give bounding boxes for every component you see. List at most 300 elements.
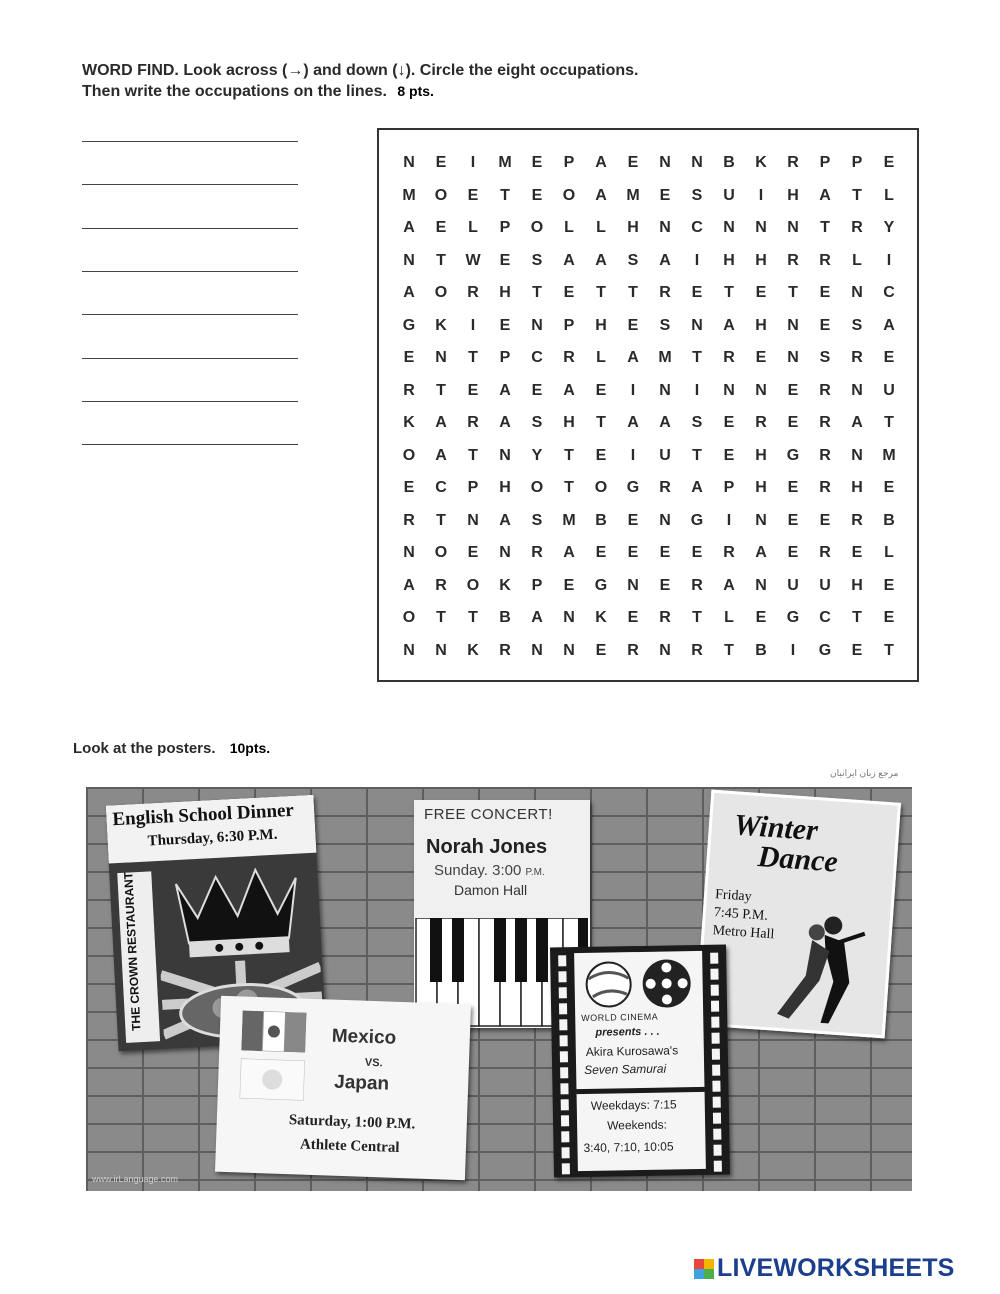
grid-letter[interactable]: E (819, 511, 831, 529)
grid-letter[interactable]: O (434, 186, 448, 204)
grid-letter[interactable]: E (467, 544, 479, 561)
grid-letter[interactable]: C (531, 349, 543, 366)
grid-letter[interactable]: A (819, 186, 831, 204)
grid-letter[interactable]: T (436, 609, 446, 626)
grid-letter[interactable]: R (403, 381, 415, 399)
film-sprocket (712, 1065, 720, 1076)
grid-letter[interactable]: K (403, 414, 415, 431)
grid-letter[interactable]: M (562, 511, 576, 529)
grid-letter[interactable]: A (435, 446, 447, 464)
grid-letter[interactable]: E (851, 544, 863, 561)
grid-letter[interactable]: N (851, 284, 863, 301)
film-sprocket (713, 1097, 721, 1108)
grid-letter[interactable]: E (595, 544, 607, 561)
film-sprocket (558, 955, 566, 966)
grid-letter[interactable]: R (627, 641, 639, 659)
grid-letter[interactable]: R (819, 251, 831, 269)
grid-letter[interactable]: H (755, 251, 767, 269)
film-sprocket (560, 1083, 568, 1094)
grid-letter[interactable]: L (596, 349, 606, 366)
grid-letter[interactable]: N (467, 511, 479, 529)
grid-letter[interactable]: R (819, 544, 831, 561)
grid-letter[interactable]: G (690, 511, 704, 529)
grid-letter[interactable]: Y (531, 446, 543, 464)
grid-letter[interactable]: N (723, 219, 735, 236)
grid-letter[interactable]: E (595, 446, 607, 464)
grid-letter[interactable]: E (787, 479, 799, 496)
grid-letter[interactable]: E (851, 641, 863, 659)
grid-letter[interactable]: I (630, 446, 636, 464)
grid-letter[interactable]: I (694, 381, 700, 399)
grid-letter[interactable]: O (466, 576, 480, 594)
grid-letter[interactable]: R (787, 251, 799, 269)
grid-letter[interactable]: A (691, 479, 703, 496)
grid-letter[interactable]: R (403, 511, 415, 529)
grid-letter[interactable]: E (691, 284, 703, 301)
grid-letter[interactable]: C (883, 284, 895, 301)
answer-line[interactable] (82, 444, 298, 445)
grid-letter[interactable]: I (694, 251, 700, 269)
grid-letter[interactable]: T (468, 446, 478, 464)
grid-letter[interactable]: R (659, 479, 671, 496)
grid-letter[interactable]: N (435, 349, 447, 366)
grid-letter[interactable]: E (755, 349, 767, 366)
source-note: مرجع زبان ایرانیان (830, 768, 899, 778)
grid-letter[interactable]: U (883, 381, 895, 399)
grid-letter[interactable]: E (499, 251, 511, 269)
grid-letter[interactable]: G (818, 641, 832, 659)
grid-letter[interactable]: N (531, 316, 543, 334)
grid-letter[interactable]: N (435, 641, 447, 659)
grid-letter[interactable]: C (435, 479, 447, 496)
posters-instructions (73, 740, 270, 757)
grid-letter[interactable]: L (596, 219, 606, 236)
grid-letter[interactable]: S (659, 316, 671, 334)
grid-letter[interactable]: N (851, 381, 863, 399)
grid-letter[interactable]: T (436, 251, 446, 269)
grid-letter[interactable]: G (402, 316, 416, 334)
grid-letter[interactable]: T (564, 479, 574, 496)
grid-letter[interactable]: B (595, 511, 607, 529)
grid-letter[interactable]: E (435, 219, 447, 236)
grid-letter[interactable]: T (884, 414, 894, 431)
grid-letter[interactable]: N (659, 219, 671, 236)
grid-letter[interactable]: K (435, 316, 447, 334)
grid-letter[interactable]: T (884, 641, 894, 659)
grid-letter[interactable]: L (724, 609, 734, 626)
grid-letter[interactable]: I (470, 154, 476, 171)
logo-square-2 (704, 1259, 714, 1269)
grid-letter[interactable]: R (851, 511, 863, 529)
grid-letter[interactable]: T (820, 219, 830, 236)
match-place: Athlete Central (299, 1136, 400, 1157)
grid-letter[interactable]: S (531, 511, 543, 529)
grid-letter[interactable]: I (630, 381, 636, 399)
grid-letter[interactable]: E (819, 316, 831, 334)
grid-letter[interactable]: E (499, 316, 511, 334)
grid-letter[interactable]: A (499, 511, 511, 529)
grid-letter[interactable]: T (852, 609, 862, 626)
grid-letter[interactable]: T (596, 414, 606, 431)
grid-letter[interactable]: N (691, 154, 703, 171)
grid-letter[interactable]: H (595, 316, 607, 334)
grid-letter[interactable]: E (403, 479, 415, 496)
grid-letter[interactable]: R (819, 414, 831, 431)
film-sprocket (561, 1131, 569, 1142)
grid-letter[interactable]: H (723, 251, 735, 269)
grid-letter[interactable]: H (755, 316, 767, 334)
grid-letter[interactable]: E (531, 186, 543, 204)
concert-artist: Norah Jones (426, 836, 548, 858)
grid-letter[interactable]: T (468, 349, 478, 366)
film-sprocket (561, 1115, 569, 1126)
grid-letter[interactable]: N (563, 609, 575, 626)
answer-line[interactable] (82, 314, 298, 315)
grid-letter[interactable]: R (691, 576, 703, 594)
grid-letter[interactable]: R (851, 219, 863, 236)
grid-letter[interactable]: O (530, 219, 544, 236)
grid-letter[interactable]: T (436, 381, 446, 399)
grid-letter[interactable]: A (627, 349, 639, 366)
grid-letter[interactable]: A (595, 186, 607, 204)
grid-letter[interactable]: A (595, 251, 607, 269)
grid-letter[interactable]: N (499, 544, 511, 561)
grid-letter[interactable]: N (403, 154, 415, 171)
grid-letter[interactable]: A (659, 251, 671, 269)
answer-line[interactable] (82, 358, 298, 359)
grid-letter[interactable]: S (851, 316, 863, 334)
grid-letter[interactable]: G (786, 446, 800, 464)
grid-letter[interactable]: T (788, 284, 798, 301)
film-sprocket (561, 1147, 569, 1158)
grid-letter[interactable]: E (787, 381, 799, 399)
grid-letter[interactable]: R (723, 349, 735, 366)
grid-letter[interactable]: Y (883, 219, 895, 236)
grid-letter[interactable]: M (626, 186, 640, 204)
grid-letter[interactable]: A (403, 284, 415, 301)
grid-letter[interactable]: U (819, 576, 831, 594)
film-sprocket (712, 1049, 720, 1060)
film-sprocket (710, 953, 718, 964)
grid-letter[interactable]: G (626, 479, 640, 496)
grid-letter[interactable]: R (659, 609, 671, 626)
grid-letter[interactable]: E (883, 609, 895, 626)
grid-letter[interactable]: R (851, 349, 863, 366)
grid-letter[interactable]: U (723, 186, 735, 204)
cinema-film: Seven Samurai (584, 1061, 667, 1077)
grid-letter[interactable]: A (723, 576, 735, 594)
grid-letter[interactable]: L (468, 219, 478, 236)
grid-letter[interactable]: A (435, 414, 447, 431)
film-sprocket (713, 1145, 721, 1156)
grid-letter[interactable]: B (883, 511, 895, 529)
grid-letter[interactable]: N (691, 316, 703, 334)
grid-letter[interactable]: N (755, 219, 767, 236)
grid-letter[interactable]: A (403, 219, 415, 236)
grid-letter[interactable]: E (883, 154, 895, 171)
grid-letter[interactable]: R (531, 544, 543, 561)
grid-letter[interactable]: A (403, 576, 415, 594)
grid-letter[interactable]: R (467, 284, 479, 301)
grid-letter[interactable]: M (498, 154, 512, 171)
grid-letter[interactable]: P (467, 479, 479, 496)
film-sprocket (559, 1019, 567, 1030)
grid-letter[interactable]: E (659, 576, 671, 594)
grid-letter[interactable]: N (563, 641, 575, 659)
grid-letter[interactable]: E (883, 576, 895, 594)
grid-letter[interactable]: E (595, 641, 607, 659)
grid-letter[interactable]: N (403, 641, 415, 659)
grid-letter[interactable]: L (884, 544, 894, 561)
grid-letter[interactable]: O (594, 479, 608, 496)
grid-letter[interactable]: T (436, 511, 446, 529)
grid-letter[interactable]: T (852, 186, 862, 204)
grid-letter[interactable]: S (691, 186, 703, 204)
grid-letter[interactable]: B (723, 154, 735, 171)
grid-letter[interactable]: E (787, 544, 799, 561)
grid-letter[interactable]: E (627, 316, 639, 334)
grid-letter[interactable]: G (594, 576, 608, 594)
film-sprocket (559, 1003, 567, 1014)
film-sprocket (712, 1081, 720, 1092)
grid-letter[interactable]: N (787, 349, 799, 366)
grid-letter[interactable]: E (627, 544, 639, 561)
grid-letter[interactable]: B (499, 609, 511, 626)
grid-letter[interactable]: R (691, 641, 703, 659)
grid-letter[interactable]: R (819, 479, 831, 496)
grid-letter[interactable]: N (659, 511, 671, 529)
grid-letter[interactable]: E (627, 609, 639, 626)
grid-letter[interactable]: S (627, 251, 639, 269)
grid-letter[interactable]: P (499, 219, 511, 236)
grid-letter[interactable]: R (499, 641, 511, 659)
grid-letter[interactable]: N (755, 576, 767, 594)
grid-letter[interactable]: E (755, 609, 767, 626)
grid-letter[interactable]: M (402, 186, 416, 204)
grid-letter[interactable]: P (499, 349, 511, 366)
grid-letter[interactable]: T (500, 186, 510, 204)
dinner-time: Thursday, 6:30 P.M. (147, 826, 278, 850)
grid-letter[interactable]: N (403, 251, 415, 269)
grid-letter[interactable]: A (499, 414, 511, 431)
grid-letter[interactable]: N (787, 316, 799, 334)
grid-letter[interactable]: M (658, 349, 672, 366)
grid-letter[interactable]: E (723, 414, 735, 431)
grid-letter[interactable]: T (692, 609, 702, 626)
grid-letter[interactable]: U (659, 446, 671, 464)
film-sprocket (560, 1051, 568, 1062)
grid-letter[interactable]: N (723, 381, 735, 399)
grid-letter[interactable]: E (595, 381, 607, 399)
grid-letter[interactable]: N (659, 154, 671, 171)
grid-letter[interactable]: O (434, 284, 448, 301)
grid-letter[interactable]: B (755, 641, 767, 659)
grid-letter[interactable]: K (595, 609, 607, 626)
grid-letter[interactable]: E (531, 381, 543, 399)
grid-letter[interactable]: R (819, 381, 831, 399)
grid-letter[interactable]: E (627, 154, 639, 171)
grid-letter[interactable]: W (465, 251, 481, 269)
grid-letter[interactable]: L (564, 219, 574, 236)
grid-letter[interactable]: N (659, 641, 671, 659)
grid-letter[interactable]: H (755, 479, 767, 496)
grid-letter[interactable]: O (402, 609, 416, 626)
grid-letter[interactable]: N (659, 381, 671, 399)
grid-letter[interactable]: E (531, 154, 543, 171)
concert-day-time (434, 862, 545, 879)
grid-letter[interactable]: N (851, 446, 863, 464)
grid-letter[interactable]: R (723, 544, 735, 561)
grid-letter[interactable]: T (468, 609, 478, 626)
grid-letter[interactable]: C (819, 609, 831, 626)
grid-letter[interactable]: I (726, 511, 732, 529)
grid-letter[interactable]: E (403, 349, 415, 366)
grid-letter[interactable]: P (851, 154, 863, 171)
grid-letter[interactable]: T (724, 284, 734, 301)
grid-letter[interactable]: C (691, 219, 703, 236)
grid-letter[interactable]: T (596, 284, 606, 301)
grid-letter[interactable]: T (564, 446, 574, 464)
grid-letter[interactable]: I (470, 316, 476, 334)
dancers-icon (768, 907, 886, 1029)
cinema-content (574, 951, 706, 1171)
grid-letter[interactable]: T (532, 284, 542, 301)
concert-header: FREE CONCERT! (424, 806, 553, 823)
grid-letter[interactable]: A (755, 544, 767, 561)
grid-letter[interactable]: R (563, 349, 575, 366)
grid-letter[interactable]: T (692, 446, 702, 464)
grid-letter[interactable]: E (691, 544, 703, 561)
grid-letter[interactable]: O (434, 544, 448, 561)
grid-letter[interactable]: H (563, 414, 575, 431)
grid-letter[interactable]: A (883, 316, 895, 334)
grid-letter[interactable]: R (435, 576, 447, 594)
grid-letter[interactable]: N (403, 544, 415, 561)
grid-letter[interactable]: H (755, 446, 767, 464)
cinema-weekdays: Weekdays: 7:15 (590, 1097, 677, 1113)
grid-letter[interactable]: A (627, 414, 639, 431)
grid-letter[interactable]: R (659, 284, 671, 301)
grid-letter[interactable]: A (659, 414, 671, 431)
dinner-title: English School Dinner (111, 799, 295, 831)
liveworksheets-logo (694, 1254, 955, 1283)
cinema-weekends-times: 3:40, 7:10, 10:05 (583, 1139, 674, 1155)
grid-letter[interactable]: M (882, 446, 896, 464)
grid-letter[interactable]: L (852, 251, 862, 269)
grid-letter[interactable]: I (758, 186, 764, 204)
grid-letter[interactable]: T (724, 641, 734, 659)
grid-letter[interactable]: P (563, 154, 575, 171)
grid-letter[interactable]: R (755, 414, 767, 431)
grid-letter[interactable]: H (787, 186, 799, 204)
grid-letter[interactable]: O (562, 186, 576, 204)
grid-letter[interactable]: A (595, 154, 607, 171)
grid-letter[interactable]: R (819, 446, 831, 464)
grid-letter[interactable]: P (531, 576, 543, 594)
grid-letter[interactable]: E (435, 154, 447, 171)
answer-line[interactable] (82, 141, 298, 142)
grid-letter[interactable]: H (627, 219, 639, 236)
grid-letter[interactable]: P (819, 154, 831, 171)
grid-letter[interactable]: N (755, 381, 767, 399)
grid-letter[interactable]: E (883, 349, 895, 366)
grid-letter[interactable]: L (884, 186, 894, 204)
grid-letter[interactable]: G (786, 609, 800, 626)
grid-letter[interactable]: S (531, 414, 543, 431)
grid-letter[interactable]: E (467, 381, 479, 399)
grid-letter[interactable]: R (787, 154, 799, 171)
grid-letter[interactable]: H (499, 284, 511, 301)
grid-letter[interactable]: E (563, 576, 575, 594)
grid-letter[interactable]: A (851, 414, 863, 431)
grid-letter[interactable]: A (723, 316, 735, 334)
film-sprocket (711, 1001, 719, 1012)
match-time: Saturday, 1:00 P.M. (288, 1112, 416, 1133)
grid-letter[interactable]: I (790, 641, 796, 659)
grid-letter[interactable]: U (787, 576, 799, 594)
grid-letter[interactable]: H (851, 576, 863, 594)
grid-letter[interactable]: E (883, 479, 895, 496)
grid-letter[interactable]: R (467, 414, 479, 431)
grid-letter[interactable]: S (531, 251, 543, 269)
grid-letter[interactable]: E (723, 446, 735, 464)
grid-letter[interactable]: E (467, 186, 479, 204)
grid-letter[interactable]: N (627, 576, 639, 594)
grid-letter[interactable]: N (787, 219, 799, 236)
grid-letter[interactable]: E (563, 284, 575, 301)
grid-letter[interactable]: E (787, 414, 799, 431)
grid-letter[interactable]: H (851, 479, 863, 496)
grid-letter[interactable]: A (499, 381, 511, 399)
match-team-1: Mexico (331, 1025, 397, 1049)
grid-letter[interactable]: E (627, 511, 639, 529)
grid-letter[interactable]: E (659, 186, 671, 204)
grid-letter[interactable]: N (499, 446, 511, 464)
grid-letter[interactable]: O (402, 446, 416, 464)
cinema-divider (576, 1087, 704, 1094)
grid-letter[interactable]: K (467, 641, 479, 659)
grid-letter[interactable]: P (723, 479, 735, 496)
grid-letter[interactable]: O (530, 479, 544, 496)
answer-line[interactable] (82, 184, 298, 185)
grid-letter[interactable]: E (755, 284, 767, 301)
word-find-points: 8 pts. (397, 83, 434, 99)
grid-letter[interactable]: K (499, 576, 511, 594)
answer-line[interactable] (82, 401, 298, 402)
grid-letter[interactable]: I (886, 251, 892, 269)
answer-line[interactable] (82, 228, 298, 229)
grid-letter[interactable]: A (563, 544, 575, 561)
grid-letter[interactable]: A (563, 251, 575, 269)
grid-letter[interactable]: E (819, 284, 831, 301)
grid-letter[interactable]: A (531, 609, 543, 626)
grid-letter[interactable]: A (563, 381, 575, 399)
grid-letter[interactable]: H (499, 479, 511, 496)
answer-line[interactable] (82, 271, 298, 272)
grid-letter[interactable]: S (691, 414, 703, 431)
grid-letter[interactable]: P (563, 316, 575, 334)
film-sprocket (713, 1113, 721, 1124)
grid-letter[interactable]: E (659, 544, 671, 561)
grid-cells (393, 147, 905, 667)
grid-letter[interactable]: K (755, 154, 767, 171)
grid-letter[interactable]: T (692, 349, 702, 366)
grid-letter[interactable]: S (819, 349, 831, 366)
grid-letter[interactable]: N (755, 511, 767, 529)
grid-letter[interactable]: T (628, 284, 638, 301)
grid-letter[interactable]: N (531, 641, 543, 659)
grid-letter[interactable]: E (787, 511, 799, 529)
